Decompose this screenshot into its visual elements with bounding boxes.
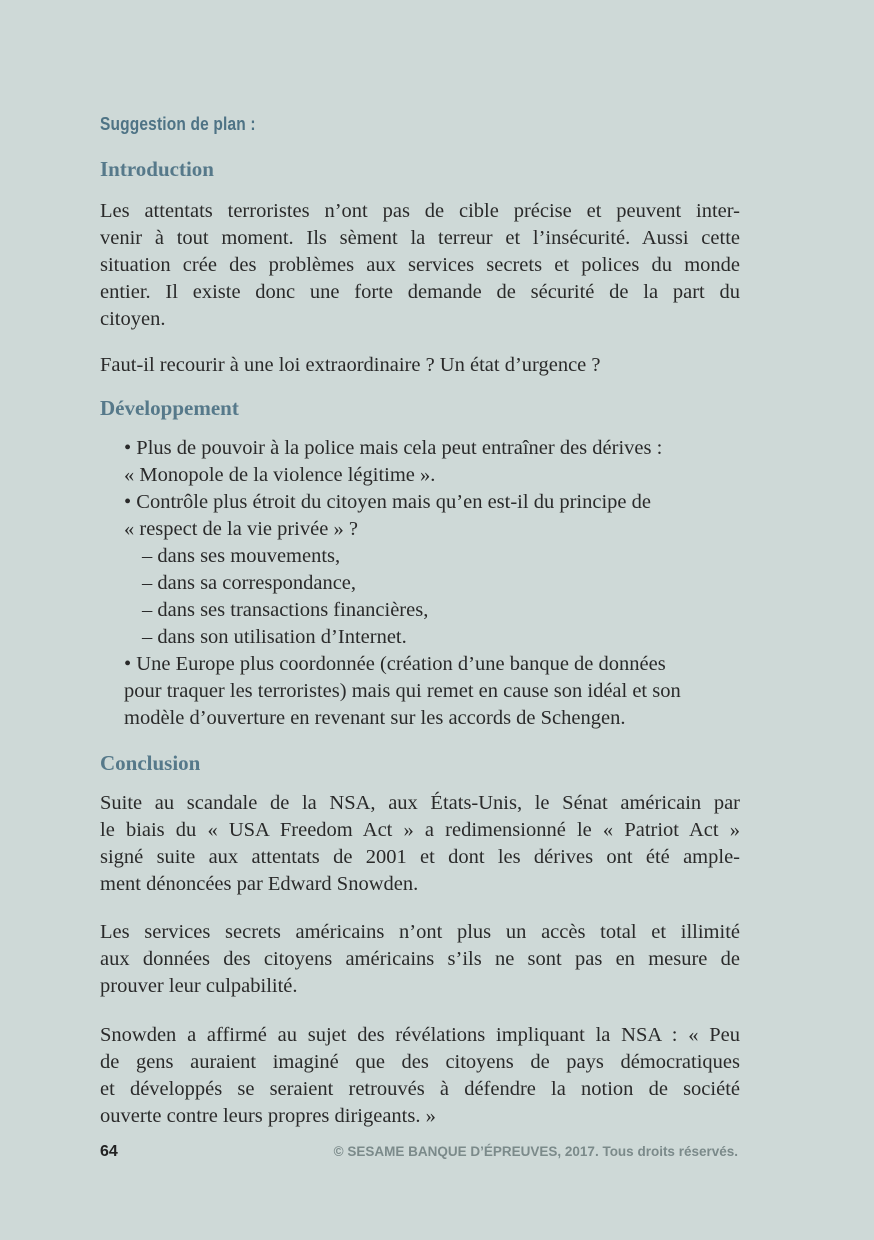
text-line: ouverte contre leurs propres dirigeants. » [100, 1105, 436, 1127]
list-item: pour traquer les terroristes) mais qui remet en cause son idéal et son [124, 680, 681, 702]
developpement-heading: Développement [100, 396, 239, 420]
text-line: ment dénoncées par Edward Snowden. [100, 873, 419, 895]
list-item: « respect de la vie privée » ? [124, 518, 358, 540]
text-line: aux données des citoyens américains s’ils ne sont pas en mesure de [100, 948, 740, 970]
list-subitem: – dans sa correspondance, [142, 572, 357, 594]
developpement-list [124, 435, 740, 732]
list-subitem: – dans ses transactions financières, [142, 599, 429, 621]
text-line: Faut-il recourir à une loi extraordinaire ? Un état d’urgence ? [100, 354, 601, 376]
copyright-notice: © SESAME BANQUE D’ÉPREUVES, 2017. Tous droits réservés. [333, 1144, 738, 1159]
text-line: de gens auraient imaginé que des citoyens de pays démocratiques [100, 1051, 740, 1073]
text-line: entier. Il existe donc une forte demande de sécurité de la part du [100, 281, 740, 303]
text-line: venir à tout moment. Ils sèment la terreur et l’insécurité. Aussi cette [100, 227, 740, 249]
text-line: citoyen. [100, 308, 166, 330]
introduction-question [100, 352, 740, 379]
text-line: Les services secrets américains n’ont plus un accès total et illimité [100, 921, 740, 943]
text-line: situation crée des problèmes aux services secrets et polices du monde [100, 254, 740, 276]
introduction-paragraph [100, 198, 740, 333]
text-line: Snowden a affirmé au sujet des révélations impliquant la NSA : « Peu [100, 1024, 740, 1046]
list-item: • Plus de pouvoir à la police mais cela peut entraîner des dérives : [124, 437, 663, 459]
text-line: et développés se seraient retrouvés à défendre la notion de société [100, 1078, 740, 1100]
list-subitem: – dans ses mouvements, [142, 545, 341, 567]
text-line: le biais du « USA Freedom Act » a redimensionné le « Patriot Act » [100, 819, 740, 841]
text-line: prouver leur culpabilité. [100, 975, 298, 997]
text-line: Les attentats terroristes n’ont pas de cible précise et peuvent inter- [100, 200, 740, 222]
conclusion-heading: Conclusion [100, 751, 201, 775]
conclusion-paragraph-1 [100, 790, 740, 898]
text-line: signé suite aux attentats de 2001 et dont les dérives ont été ample- [100, 846, 740, 868]
list-subitem: – dans son utilisation d’Internet. [142, 626, 407, 648]
list-item: • Une Europe plus coordonnée (création d’une banque de données [124, 653, 666, 675]
introduction-heading: Introduction [100, 157, 214, 181]
list-item: « Monopole de la violence légitime ». [124, 464, 436, 486]
list-item: • Contrôle plus étroit du citoyen mais qu’en est-il du principe de [124, 491, 651, 513]
suggestion-title: Suggestion de plan : [100, 114, 256, 134]
text-line: Suite au scandale de la NSA, aux États-Unis, le Sénat américain par [100, 792, 740, 814]
conclusion-paragraph-3 [100, 1022, 740, 1130]
page-number: 64 [100, 1143, 118, 1160]
list-item: modèle d’ouverture en revenant sur les accords de Schengen. [124, 707, 626, 729]
conclusion-paragraph-2 [100, 919, 740, 1000]
